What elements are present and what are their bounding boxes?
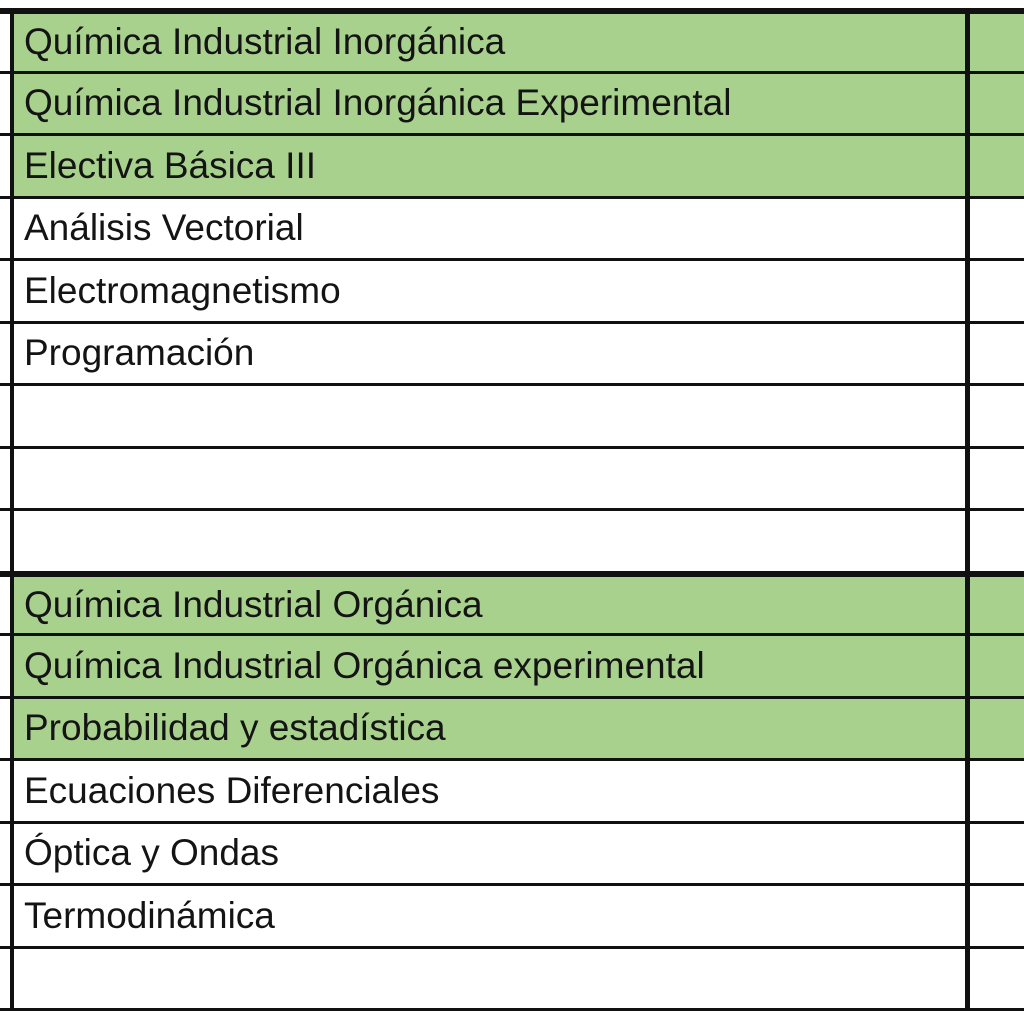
row-label: Electiva Básica III [24, 144, 317, 186]
table-cell-right[interactable] [970, 886, 1024, 946]
row-label: Química Industrial Orgánica [24, 583, 483, 625]
table-row[interactable] [14, 949, 966, 1009]
table-cell-right[interactable] [970, 577, 1024, 634]
table-row[interactable] [14, 386, 966, 446]
row-label: Electromagnetismo [24, 269, 341, 311]
row-divider [0, 946, 1024, 949]
row-divider [0, 8, 1024, 14]
table-row[interactable] [14, 261, 966, 321]
table-cell-right[interactable] [970, 386, 1024, 446]
table-cell-right[interactable] [970, 511, 1024, 571]
row-divider [0, 571, 1024, 577]
row-divider [0, 633, 1024, 636]
table-cell-right[interactable] [970, 199, 1024, 259]
table-row[interactable] [14, 511, 966, 571]
table-cell-right[interactable] [970, 136, 1024, 196]
table-row[interactable] [14, 449, 966, 509]
row-label: Química Industrial Orgánica experimental [24, 644, 705, 686]
table-row[interactable] [14, 577, 966, 634]
table-cell-right[interactable] [970, 14, 1024, 71]
row-divider [0, 883, 1024, 886]
table-cell-right[interactable] [970, 761, 1024, 821]
row-label: Química Industrial Inorgánica Experimental [24, 82, 732, 124]
row-divider [0, 133, 1024, 136]
table-cell-right[interactable] [970, 324, 1024, 384]
row-label: Probabilidad y estadística [24, 707, 446, 749]
table-row[interactable] [14, 136, 966, 196]
table-row[interactable] [14, 324, 966, 384]
row-label: Óptica y Ondas [24, 832, 280, 874]
table-row[interactable] [14, 199, 966, 259]
row-divider [0, 1008, 1024, 1011]
table-row[interactable] [14, 886, 966, 946]
row-label: Ecuaciones Diferenciales [24, 769, 440, 811]
column-divider [965, 8, 970, 1011]
row-divider [0, 696, 1024, 699]
row-label: Química Industrial Inorgánica [24, 21, 506, 63]
table-row[interactable] [14, 761, 966, 821]
row-divider [0, 758, 1024, 761]
row-divider [0, 821, 1024, 824]
row-divider [0, 446, 1024, 449]
row-divider [0, 258, 1024, 261]
table-cell-right[interactable] [970, 449, 1024, 509]
table-row[interactable] [14, 636, 966, 696]
row-label: Programación [24, 332, 255, 374]
table-cell-right[interactable] [970, 74, 1024, 134]
column-divider [10, 8, 14, 1011]
row-label: Análisis Vectorial [24, 207, 304, 249]
row-label: Termodinámica [24, 894, 275, 936]
row-divider [0, 383, 1024, 386]
table-row[interactable] [14, 824, 966, 884]
table-row[interactable] [14, 699, 966, 759]
table-row[interactable] [14, 74, 966, 134]
table-cell-right[interactable] [970, 949, 1024, 1009]
row-divider [0, 508, 1024, 511]
table-row[interactable] [14, 14, 966, 71]
row-divider [0, 196, 1024, 199]
table-cell-right[interactable] [970, 261, 1024, 321]
table-cell-right[interactable] [970, 636, 1024, 696]
table-cell-right[interactable] [970, 824, 1024, 884]
row-divider [0, 321, 1024, 324]
table-cell-right[interactable] [970, 699, 1024, 759]
row-divider [0, 71, 1024, 74]
